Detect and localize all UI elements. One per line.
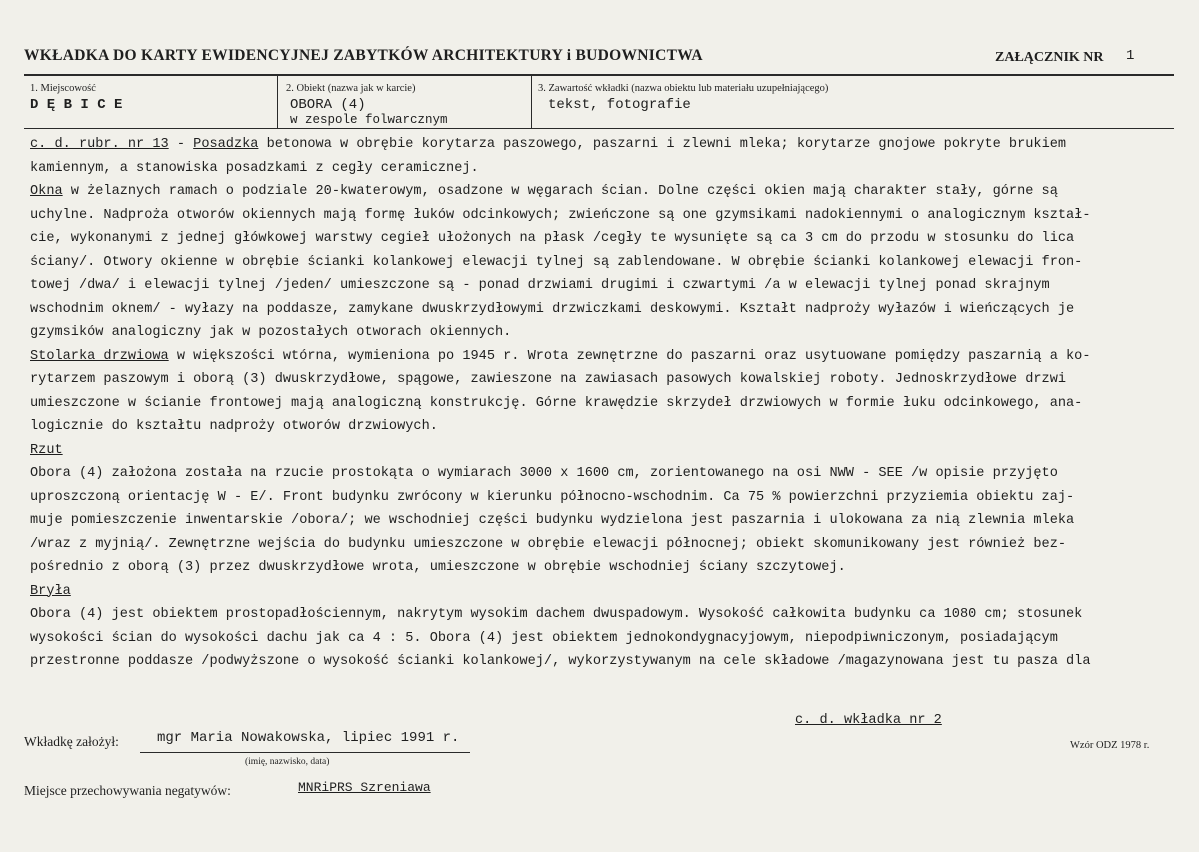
body-line [30,392,1180,416]
attachment-number: 1 [1126,48,1135,64]
body-line [30,298,1180,322]
section-heading: c. d. rubr. nr 13 [30,137,169,152]
body-text: Obora (4) założona została na rzucie prostokąta o wymiarach 3000 x 1600 cm, zorientowanego na osi NWW - SEE /w opisie przyjęto [30,466,1058,481]
body-text: uchylne. Nadproża otworów okiennych mają formę łuków odcinkowych; zwieńczone są one gzymsikami nadokiennymi o analogicznym kształ- [30,207,1091,223]
body-line [30,439,1180,463]
locality-label: 1. Miejscowość [30,83,96,94]
body-line [30,368,1180,392]
content-label: 3. Zawartość wkładki (nazwa obiektu lub materiału uzupełniającego) [538,83,829,94]
body-text: umieszczone w ścianie frontowej mają analogiczną konstrukcję. Górne krawędzie skrzydeł drzwiowych w formie łuku odcinkowego, ana- [30,395,1083,411]
description-body [30,133,1180,674]
prepared-by-value: mgr Maria Nowakowska, lipiec 1991 r. [157,730,460,746]
body-text: rytarzem paszowym i oborą (3) dwuskrzydłowe, spągowe, zawieszone na zawiasach pasowych kowalskiej roboty. Jednoskrzydłowe drzwi [30,372,1067,387]
section-heading: Rzut [30,442,63,458]
object-value-ensemble: w zespole folwarcznym [290,113,448,127]
body-line [30,509,1180,533]
body-text: towej /dwa/ i elewacji tylnej /jeden/ umieszczone są - ponad drzwiami drugimi i czwartymi /a w elewacji tylnej ponad skrajnym [30,278,1050,293]
object-value: OBORA (4) [290,97,366,113]
form-title: WKŁADKA DO KARTY EWIDENCYJNEJ ZABYTKÓW ARCHITEKTURY i BUDOWNICTWA [24,47,703,64]
body-line [30,274,1180,298]
body-text: w żelaznych ramach o podziale 20-kwaterowym, osadzone w węgarach ścian. Dolne części okien mają charakter stały, górne są [62,184,1058,199]
body-line [30,345,1180,369]
body-text: kamiennym, a stanowiska posadzkami z cegły ceramicznej. [30,160,479,176]
body-line [30,627,1180,651]
field-divider-1 [277,76,278,128]
body-line [30,533,1180,557]
negatives-label: Miejsce przechowywania negatywów: [24,783,231,798]
body-text: uproszczoną orientację W - E/. Front budynku zwrócony w kierunku północno-wschodnim. Ca 75 % powierzchni przyziemia obiektu zaj- [30,489,1075,505]
body-line [30,321,1180,345]
body-text: pośrednio z oborą (3) przez dwuskrzydłowe wrota, umieszczone w obrębie wschodniej ściany szczytowej. [30,560,846,575]
body-line [30,204,1180,228]
body-text: wschodnim oknem/ - wyłazy na poddasze, zamykane dwuskrzydłowymi drzwiczkami deskowymi. Kształt nadproży wyłazów i wieńczących je [30,301,1075,317]
body-line [30,251,1180,275]
section-heading: Okna [30,184,63,199]
body-text: /wraz z myjnią/. Zewnętrzne wejścia do budynku umieszczone w obrębie elewacji północnej; obiekt skomunikowany jest również bez- [30,536,1067,552]
section-heading: Posadzka [193,137,259,152]
body-text: cie, wykonanymi z jednej główkowej warstwy cegieł ułożonych na płask /cegły te wysunięte są ca 3 cm do przodu w stosunku do lica [30,231,1075,246]
body-line [30,157,1180,181]
header-top-rule [24,74,1174,76]
body-line [30,133,1180,157]
locality-value: D Ę B I C E [30,97,123,113]
body-line [30,556,1180,580]
body-line [30,486,1180,510]
attachment-label: ZAŁĄCZNIK NR [995,50,1104,65]
body-line [30,227,1180,251]
body-text: gzymsików analogiczny jak w pozostałych otworach okiennych. [30,325,512,340]
body-text: Obora (4) jest obiektem prostopadłościennym, nakrytym wysokim dachem dwuspadowym. Wysokość całkowita budynku ca 1080 cm; stosunek [30,607,1083,622]
prepared-by-label: Wkładkę założył: [24,734,119,749]
body-line [30,580,1180,604]
header-bottom-rule [24,128,1174,129]
section-heading: Bryła [30,583,71,599]
form-code: Wzór ODZ 1978 r. [1070,740,1150,751]
prepared-by-line [140,752,470,753]
field-divider-2 [531,76,532,128]
body-line [30,180,1180,204]
body-text: ściany/. Otwory okienne w obrębie ścianki kolankowej elewacji tylnej są zablendowane. W obrębie ścianki kolankowej elewacji fron- [30,254,1083,270]
body-line [30,415,1180,439]
object-label: 2. Obiekt (nazwa jak w karcie) [286,83,416,94]
body-line [30,462,1180,486]
body-text: betonowa w obrębie korytarza paszowego, paszarni i zlewni mleka; korytarze gnojowe pokryte brukiem [258,137,1067,152]
body-text: muje pomieszczenie inwentarskie /obora/; we wschodniej części budynku wydzielona jest paszarnia i ulokowana za nią zlewnia mleka [30,513,1075,528]
body-line [30,650,1180,674]
content-value: tekst, fotografie [548,97,691,113]
section-heading: Stolarka drzwiowa [30,348,169,364]
body-line [30,603,1180,627]
body-text: logicznie do kształtu nadproży otworów drzwiowych. [30,419,438,434]
body-text: - [168,137,194,152]
negatives-value: MNRiPRS Szreniawa [298,780,431,795]
body-text: wysokości ścian do wysokości dachu jak ca 4 : 5. Obora (4) jest obiektem jednokondygnacyjowym, niepodpiwniczonym, posiadającym [30,630,1058,646]
body-text: w większości wtórna, wymieniona po 1945 r. Wrota zewnętrzne do paszarni oraz usytuowane pomiędzy paszarnią a ko- [168,348,1091,364]
continuation-note: c. d. wkładka nr 2 [795,713,942,728]
body-text: przestronne poddasze /podwyższone o wysokość ścianki kolankowej/, wykorzystywanym na cele składowe /magazynowana jest tu pasza dla [30,654,1091,669]
prepared-by-sublabel: (imię, nazwisko, data) [245,757,330,767]
